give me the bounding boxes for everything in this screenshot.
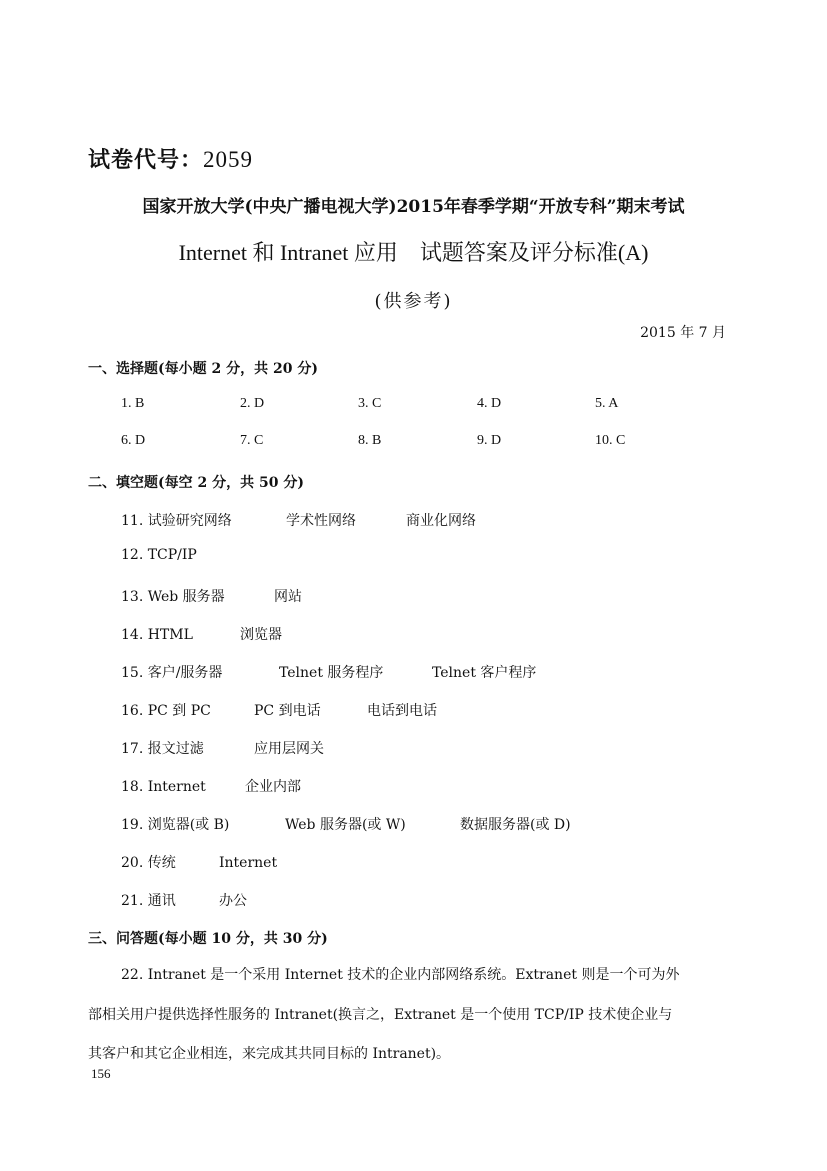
answer-paragraph-line: 22. Intranet 是一个采用 Internet 技术的企业内部网络系统。Extranet 则是一个可为外	[121, 967, 680, 983]
mc-answer: 1. B	[121, 396, 145, 411]
fill-answer: 网站	[274, 589, 302, 605]
fill-answer: 办公	[219, 893, 247, 909]
fill-answer-row	[121, 890, 247, 910]
fill-answer-row	[121, 662, 536, 682]
page-title	[0, 236, 827, 267]
fill-answer-row	[121, 547, 197, 563]
mc-answer: 2. D	[240, 396, 265, 411]
page-number: 156	[91, 1066, 111, 1081]
fill-answer: 18. Internet	[121, 779, 206, 795]
fill-answer: 16. PC 到 PC	[121, 703, 211, 719]
fill-answer-row	[121, 814, 571, 834]
fill-answer-row	[121, 852, 277, 872]
fill-answer: 学术性网络	[286, 513, 356, 529]
mc-answer: 9. D	[477, 433, 502, 448]
mc-answer: 3. C	[358, 396, 382, 411]
fill-answer: 21. 通讯	[121, 893, 176, 909]
fill-answer: 13. Web 服务器	[121, 589, 225, 605]
fill-answer-row	[121, 624, 282, 644]
mc-answer: 7. C	[240, 433, 264, 448]
fill-answer: Telnet 客户程序	[432, 665, 537, 681]
fill-answer: 19. 浏览器(或 B)	[121, 817, 230, 833]
fill-answer: 浏览器	[240, 627, 282, 643]
university-heading: 国家开放大学(中央广播电视大学)2015年春季学期“开放专科”期末考试	[142, 197, 685, 217]
fill-answer: 12. TCP/IP	[121, 547, 197, 563]
answer-paragraph-line: 其客户和其它企业相连，来完成其共同目标的 Intranet)。	[88, 1046, 451, 1062]
fill-answer: 11. 试验研究网络	[121, 513, 232, 529]
fill-answer: 商业化网络	[406, 513, 476, 529]
mc-answer: 6. D	[121, 433, 146, 448]
mc-answer: 10. C	[595, 433, 626, 448]
fill-answer-row	[121, 700, 437, 720]
title-rest: 试题答案及评分标准(A)	[419, 240, 649, 265]
fill-answer-row	[121, 776, 301, 796]
fill-answer: 应用层网关	[254, 741, 324, 757]
fill-answer-row	[121, 738, 324, 758]
mc-answer: 5. A	[595, 396, 619, 411]
section3-heading: 三、问答题(每小题 10 分，共 30 分)	[88, 931, 328, 947]
section2-heading: 二、填空题(每空 2 分，共 50 分)	[88, 475, 304, 491]
exam-code-label: 试卷代号：	[88, 147, 204, 173]
fill-answer: Web 服务器(或 W)	[285, 817, 406, 833]
answer-paragraph-line: 部相关用户提供选择性服务的 Intranet(换言之，Extranet 是一个使用 TCP/IP 技术使企业与	[88, 1007, 673, 1023]
reference-note: (供参考)	[374, 291, 453, 312]
fill-answer: 企业内部	[245, 779, 301, 795]
fill-answer: 20. 传统	[121, 855, 176, 871]
fill-answer: 14. HTML	[121, 627, 193, 643]
fill-answer: 数据服务器(或 D)	[460, 817, 571, 833]
fill-answer: 17. 报文过滤	[121, 741, 204, 757]
fill-answer: Internet	[219, 855, 278, 871]
fill-answer-row	[121, 510, 476, 530]
exam-code	[88, 143, 253, 174]
title-course: Internet 和 Intranet 应用	[178, 240, 398, 265]
fill-answer-row	[121, 586, 302, 606]
mc-answer: 8. B	[358, 433, 382, 448]
exam-date: 2015 年 7 月	[640, 325, 726, 341]
exam-code-value: 2059	[203, 147, 254, 172]
fill-answer: PC 到电话	[254, 703, 321, 719]
fill-answer: Telnet 服务程序	[279, 665, 384, 681]
fill-answer: 15. 客户/服务器	[121, 665, 223, 681]
fill-answer: 电话到电话	[367, 703, 437, 719]
section1-heading: 一、选择题(每小题 2 分，共 20 分)	[88, 361, 318, 377]
mc-answer: 4. D	[477, 396, 502, 411]
